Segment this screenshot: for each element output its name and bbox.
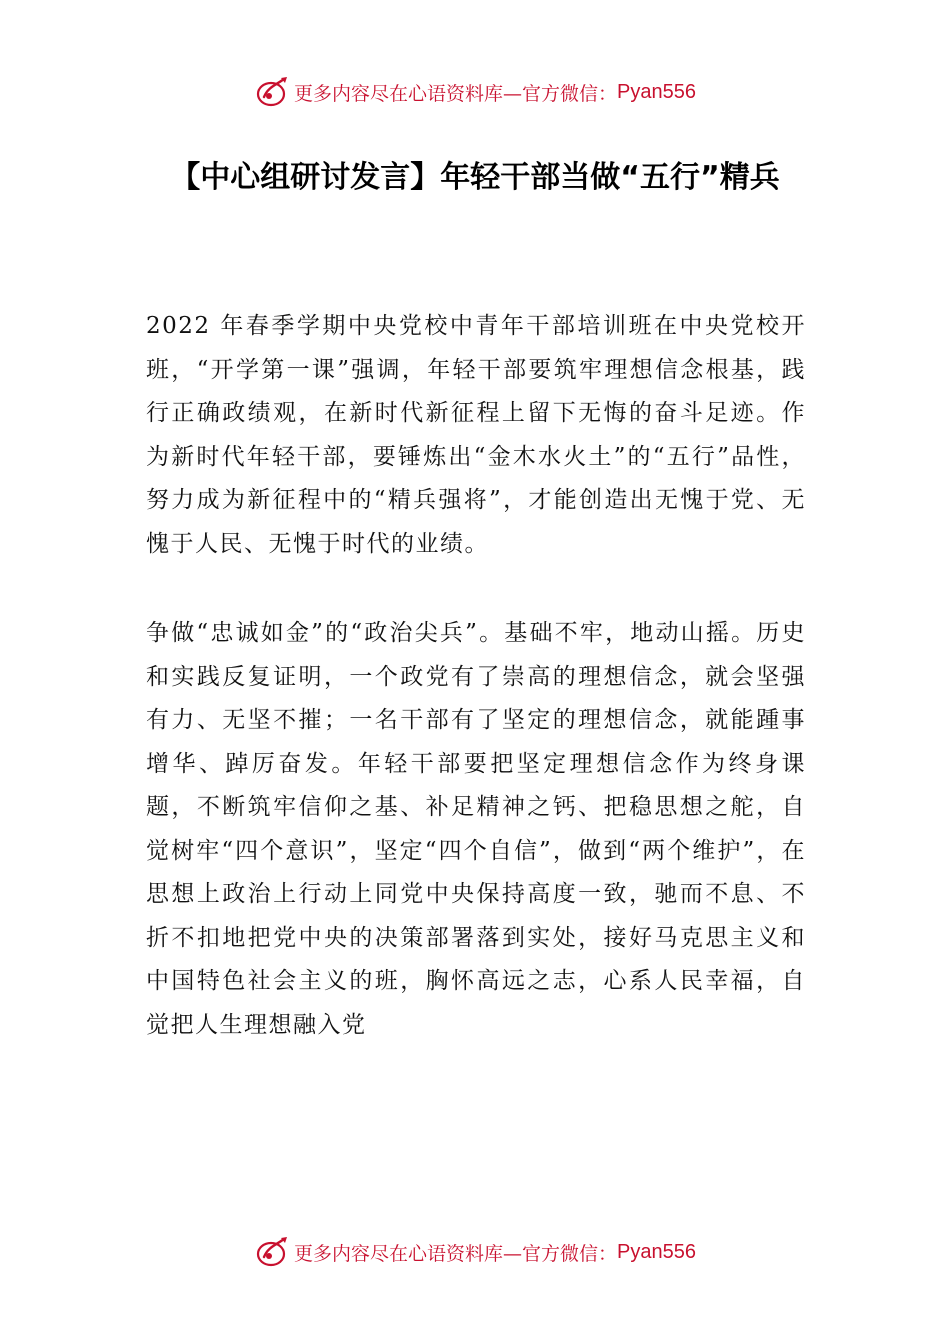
brand-logo-icon	[254, 1235, 290, 1269]
document-title: 【中心组研讨发言】年轻干部当做“五行”精兵	[170, 160, 780, 195]
banner-text: 更多内容尽在心语资料库—官方微信：	[294, 82, 618, 105]
paragraph-2: 争做“忠诚如金”的“政治尖兵”。基础不牢，地动山摇。历史和实践反复证明，一个政党有了崇高的理想信念，就会坚强有力、无坚不摧；一名干部有了坚定的理想信念，就能踵事增华、踔厉奋发。年轻干部要把坚定理想信念作为终身课题，不断筑牢信仰之基、补足精神之钙、把稳思想之舵，自觉树牢“四个意识”，坚定“四个自信”，做到“两个维护”，在思想上政治上行动上同党中央保持高度一致，驰而不息、不折不扣地把党中央的决策部署落到实处，接好马克思主义和中国特色社会主义的班，胸怀高远之志，心系人民幸福，自觉把人生理想融入党	[146, 620, 806, 1038]
wechat-id: Pyan556	[617, 80, 696, 103]
paragraph-1: 2022 年春季学期中央党校中青年干部培训班在中央党校开班，“开学第一课”强调，年轻干部要筑牢理想信念根基，践行正确政绩观，在新时代新征程上留下无悔的奋斗足迹。作为新时代年轻干部，要锤炼出“金木水火土”的“五行”品性，努力成为新征程中的“精兵强将”，才能创造出无愧于党、无愧于人民、无愧于时代的业绩。	[146, 313, 806, 557]
footer-banner	[0, 1232, 950, 1272]
header-banner	[0, 72, 950, 112]
banner-text: 更多内容尽在心语资料库—官方微信：	[294, 1242, 618, 1265]
brand-logo-icon	[254, 75, 290, 109]
wechat-id: Pyan556	[617, 1240, 696, 1263]
